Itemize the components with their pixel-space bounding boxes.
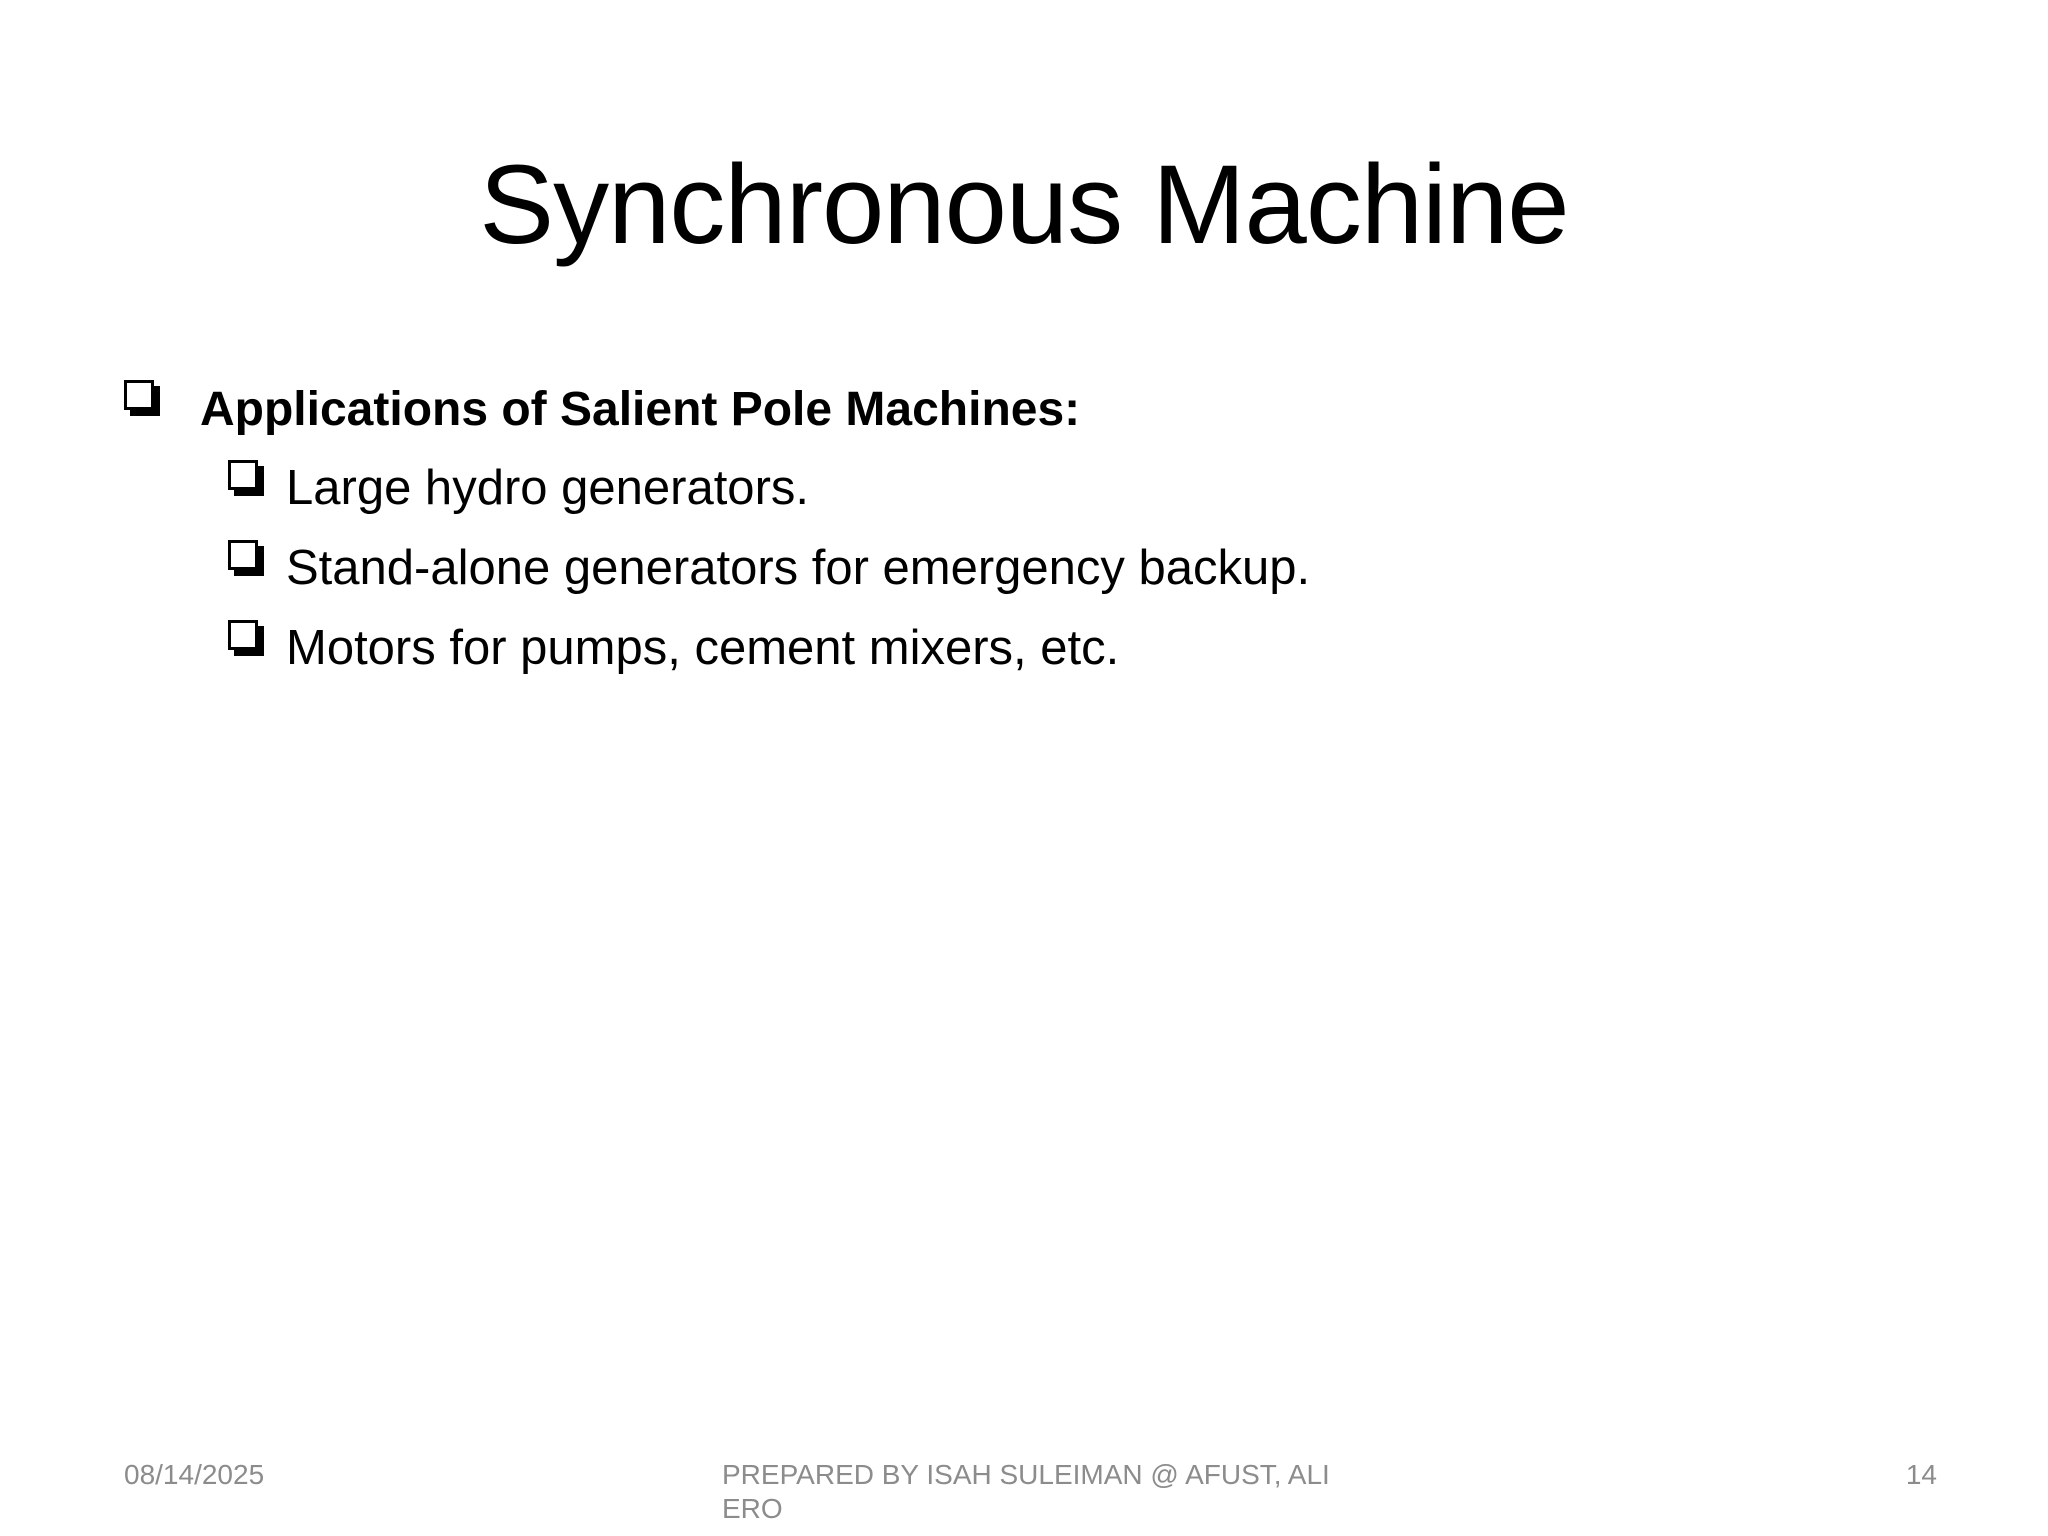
slide-title: Synchronous Machine	[479, 142, 1569, 267]
list-item	[228, 528, 1924, 608]
list-item-label: Stand-alone generators for emergency backup.	[286, 541, 1311, 595]
bullet-heading	[124, 372, 1924, 448]
slide-content	[124, 372, 1924, 688]
checkbox-bullet-icon	[228, 460, 264, 496]
checkbox-bullet-icon	[124, 380, 160, 416]
list-item	[228, 608, 1924, 688]
list-item	[228, 448, 1924, 528]
bullet-heading-label: Applications of Salient Pole Machines:	[200, 383, 1081, 436]
checkbox-bullet-icon	[228, 540, 264, 576]
page-number: 14	[1905, 1459, 1937, 1490]
list-item-label: Motors for pumps, cement mixers, etc.	[286, 621, 1120, 675]
footer-date: 08/14/2025	[124, 1459, 265, 1490]
checkbox-bullet-icon	[228, 620, 264, 656]
list-item-label: Large hydro generators.	[286, 461, 809, 515]
footer-author: PREPARED BY ISAH SULEIMAN @ AFUST, ALIERO	[722, 1459, 1330, 1524]
